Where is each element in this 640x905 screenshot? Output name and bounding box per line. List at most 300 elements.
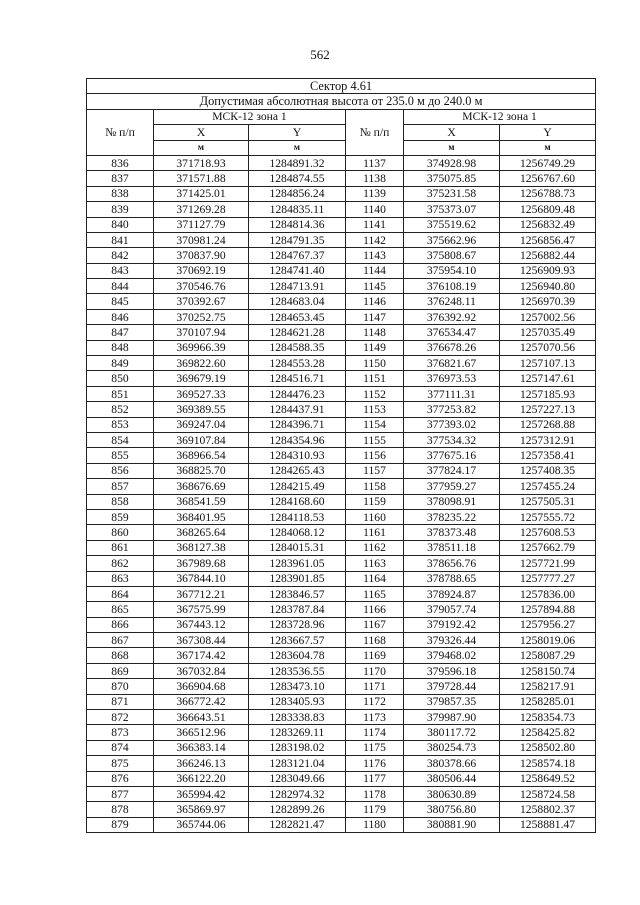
x-right: 379987.90 (404, 710, 500, 725)
point-number-right: 1169 (346, 648, 404, 663)
y-header-right: Y (500, 125, 596, 140)
x-right: 379468.02 (404, 648, 500, 663)
y-left: 1283049.66 (249, 771, 346, 786)
x-left: 367032.84 (154, 663, 249, 678)
point-number-left: 865 (87, 602, 154, 617)
y-right: 1257836.00 (500, 586, 596, 601)
y-right: 1256970.39 (500, 294, 596, 309)
point-number-right: 1148 (346, 325, 404, 340)
table-row (87, 602, 596, 617)
x-right: 375075.85 (404, 171, 500, 186)
x-right: 375373.07 (404, 202, 500, 217)
y-left: 1283787.84 (249, 602, 346, 617)
y-left: 1282821.47 (249, 817, 346, 832)
y-left: 1282974.32 (249, 786, 346, 801)
x-left: 369107.84 (154, 432, 249, 447)
point-number-right: 1177 (346, 771, 404, 786)
table-row (87, 386, 596, 401)
point-number-left: 861 (87, 540, 154, 555)
y-left: 1284118.53 (249, 509, 346, 524)
y-left: 1284741.40 (249, 263, 346, 278)
point-number-left: 839 (87, 202, 154, 217)
point-number-left: 846 (87, 309, 154, 324)
point-number-left: 877 (87, 786, 154, 801)
x-right: 376248.11 (404, 294, 500, 309)
point-number-left: 872 (87, 710, 154, 725)
y-left: 1284168.60 (249, 494, 346, 509)
x-left: 368541.59 (154, 494, 249, 509)
x-right: 378511.18 (404, 540, 500, 555)
x-right: 379596.18 (404, 663, 500, 678)
y-right: 1257555.72 (500, 509, 596, 524)
point-number-right: 1176 (346, 756, 404, 771)
y-left: 1284516.71 (249, 371, 346, 386)
x-right: 378924.87 (404, 586, 500, 601)
y-right: 1257408.35 (500, 463, 596, 478)
point-number-right: 1159 (346, 494, 404, 509)
x-left: 370546.76 (154, 279, 249, 294)
point-number-right: 1142 (346, 232, 404, 247)
y-left: 1283473.10 (249, 679, 346, 694)
x-left: 371571.88 (154, 171, 249, 186)
x-right: 379857.35 (404, 694, 500, 709)
table-row (87, 232, 596, 247)
x-right: 376678.26 (404, 340, 500, 355)
y-right: 1257312.91 (500, 432, 596, 447)
y-right: 1256809.48 (500, 202, 596, 217)
table-row (87, 786, 596, 801)
y-left: 1283338.83 (249, 710, 346, 725)
y-right: 1256909.93 (500, 263, 596, 278)
table-row (87, 817, 596, 832)
point-number-left: 873 (87, 725, 154, 740)
y-right: 1258019.06 (500, 633, 596, 648)
table-row (87, 494, 596, 509)
x-left: 366246.13 (154, 756, 249, 771)
y-left: 1284553.28 (249, 356, 346, 371)
point-number-left: 878 (87, 802, 154, 817)
table-row (87, 263, 596, 278)
y-right: 1257227.13 (500, 402, 596, 417)
point-number-right: 1179 (346, 802, 404, 817)
x-left: 371718.93 (154, 155, 249, 170)
table-row (87, 432, 596, 447)
point-number-left: 852 (87, 402, 154, 417)
point-number-right: 1175 (346, 740, 404, 755)
point-number-right: 1180 (346, 817, 404, 832)
table-row (87, 294, 596, 309)
y-left: 1284437.91 (249, 402, 346, 417)
table-row (87, 648, 596, 663)
point-number-right: 1157 (346, 463, 404, 478)
x-right: 376821.67 (404, 356, 500, 371)
y-left: 1284265.43 (249, 463, 346, 478)
point-number-right: 1145 (346, 279, 404, 294)
y-right: 1258285.01 (500, 694, 596, 709)
x-right: 377959.27 (404, 479, 500, 494)
x-left: 368825.70 (154, 463, 249, 478)
x-left: 367443.12 (154, 617, 249, 632)
x-right: 376108.19 (404, 279, 500, 294)
x-right: 380506.44 (404, 771, 500, 786)
x-right: 375954.10 (404, 263, 500, 278)
table-row (87, 402, 596, 417)
y-left: 1284683.04 (249, 294, 346, 309)
point-number-left: 863 (87, 571, 154, 586)
y-left: 1283901.85 (249, 571, 346, 586)
x-left: 369822.60 (154, 356, 249, 371)
point-number-right: 1170 (346, 663, 404, 678)
table-row (87, 540, 596, 555)
y-left: 1284891.32 (249, 155, 346, 170)
point-number-left: 871 (87, 694, 154, 709)
table-row (87, 479, 596, 494)
point-number-left: 858 (87, 494, 154, 509)
point-number-right: 1178 (346, 786, 404, 801)
y-right: 1257358.41 (500, 448, 596, 463)
x-left: 368966.54 (154, 448, 249, 463)
point-number-left: 837 (87, 171, 154, 186)
y-right: 1258354.73 (500, 710, 596, 725)
point-number-right: 1140 (346, 202, 404, 217)
table-row (87, 617, 596, 632)
table-row (87, 217, 596, 232)
x-right: 376534.47 (404, 325, 500, 340)
x-right: 378788.65 (404, 571, 500, 586)
point-number-right: 1139 (346, 186, 404, 201)
page-number: 562 (310, 47, 330, 62)
y-left: 1284621.28 (249, 325, 346, 340)
y-left: 1284814.36 (249, 217, 346, 232)
point-number-left: 860 (87, 525, 154, 540)
point-number-right: 1158 (346, 479, 404, 494)
y-left: 1284310.93 (249, 448, 346, 463)
point-number-right: 1171 (346, 679, 404, 694)
x-right: 378373.48 (404, 525, 500, 540)
y-right: 1258425.82 (500, 725, 596, 740)
x-right: 377534.32 (404, 432, 500, 447)
point-number-left: 864 (87, 586, 154, 601)
point-number-left: 847 (87, 325, 154, 340)
y-left: 1284396.71 (249, 417, 346, 432)
point-number-left: 879 (87, 817, 154, 832)
x-left: 368676.69 (154, 479, 249, 494)
point-number-left: 870 (87, 679, 154, 694)
x-header-left: X (154, 125, 249, 140)
y-right: 1256788.73 (500, 186, 596, 201)
y-left: 1283728.96 (249, 617, 346, 632)
x-right: 378656.76 (404, 556, 500, 571)
point-number-right: 1137 (346, 155, 404, 170)
x-left: 365744.06 (154, 817, 249, 832)
unit-x-left: м (154, 140, 249, 155)
table-row (87, 248, 596, 263)
point-number-left: 854 (87, 432, 154, 447)
y-right: 1256856.47 (500, 232, 596, 247)
y-right: 1256749.29 (500, 155, 596, 170)
table-row (87, 802, 596, 817)
x-left: 367844.10 (154, 571, 249, 586)
table-row (87, 663, 596, 678)
y-left: 1283121.04 (249, 756, 346, 771)
point-number-left: 849 (87, 356, 154, 371)
y-left: 1282899.26 (249, 802, 346, 817)
point-number-right: 1152 (346, 386, 404, 401)
x-right: 380378.66 (404, 756, 500, 771)
point-number-left: 851 (87, 386, 154, 401)
x-left: 365994.42 (154, 786, 249, 801)
y-left: 1283604.78 (249, 648, 346, 663)
table-row (87, 771, 596, 786)
x-right: 377111.31 (404, 386, 500, 401)
x-left: 367174.42 (154, 648, 249, 663)
system-header-right: МСК-12 зона 1 (404, 109, 596, 124)
x-right: 379192.42 (404, 617, 500, 632)
x-left: 370252.75 (154, 309, 249, 324)
x-right: 375662.96 (404, 232, 500, 247)
point-number-left: 866 (87, 617, 154, 632)
x-left: 370692.19 (154, 263, 249, 278)
point-number-right: 1168 (346, 633, 404, 648)
y-right: 1258574.18 (500, 756, 596, 771)
point-number-left: 875 (87, 756, 154, 771)
point-number-right: 1146 (346, 294, 404, 309)
point-number-right: 1155 (346, 432, 404, 447)
y-right: 1256767.60 (500, 171, 596, 186)
x-right: 374928.98 (404, 155, 500, 170)
x-right: 380630.89 (404, 786, 500, 801)
point-number-right: 1163 (346, 556, 404, 571)
x-left: 370392.67 (154, 294, 249, 309)
y-right: 1257002.56 (500, 309, 596, 324)
y-left: 1283269.11 (249, 725, 346, 740)
system-header-left: МСК-12 зона 1 (154, 109, 346, 124)
y-left: 1284354.96 (249, 432, 346, 447)
x-right: 380881.90 (404, 817, 500, 832)
y-left: 1283536.55 (249, 663, 346, 678)
x-left: 369389.55 (154, 402, 249, 417)
point-number-right: 1167 (346, 617, 404, 632)
x-right: 378235.22 (404, 509, 500, 524)
x-left: 370837.90 (154, 248, 249, 263)
point-number-left: 862 (87, 556, 154, 571)
y-right: 1258217.91 (500, 679, 596, 694)
height-title: Допустимая абсолютная высота от 235.0 м до 240.0 м (87, 94, 596, 109)
point-number-left: 867 (87, 633, 154, 648)
y-left: 1284767.37 (249, 248, 346, 263)
x-right: 379326.44 (404, 633, 500, 648)
table-row (87, 356, 596, 371)
x-right: 379057.74 (404, 602, 500, 617)
table-row (87, 309, 596, 324)
x-right: 376392.92 (404, 309, 500, 324)
x-right: 375231.58 (404, 186, 500, 201)
y-left: 1284015.31 (249, 540, 346, 555)
y-right: 1257721.99 (500, 556, 596, 571)
x-left: 366904.68 (154, 679, 249, 694)
table-row (87, 710, 596, 725)
x-left: 371425.01 (154, 186, 249, 201)
table-row (87, 571, 596, 586)
point-number-left: 842 (87, 248, 154, 263)
x-left: 367712.21 (154, 586, 249, 601)
y-right: 1257777.27 (500, 571, 596, 586)
x-right: 377393.02 (404, 417, 500, 432)
point-number-right: 1144 (346, 263, 404, 278)
point-number-right: 1164 (346, 571, 404, 586)
y-left: 1284791.35 (249, 232, 346, 247)
point-number-left: 843 (87, 263, 154, 278)
point-number-right: 1143 (346, 248, 404, 263)
point-number-left: 850 (87, 371, 154, 386)
table-body (87, 155, 596, 832)
table-row (87, 633, 596, 648)
x-right: 376973.53 (404, 371, 500, 386)
x-right: 377675.16 (404, 448, 500, 463)
table-row (87, 756, 596, 771)
y-left: 1283667.57 (249, 633, 346, 648)
y-left: 1284653.45 (249, 309, 346, 324)
x-left: 369247.04 (154, 417, 249, 432)
x-left: 370981.24 (154, 232, 249, 247)
point-number-right: 1173 (346, 710, 404, 725)
x-left: 367989.68 (154, 556, 249, 571)
point-number-left: 838 (87, 186, 154, 201)
x-left: 370107.94 (154, 325, 249, 340)
x-header-right: X (404, 125, 500, 140)
y-right: 1257107.13 (500, 356, 596, 371)
y-left: 1284835.11 (249, 202, 346, 217)
y-left: 1284856.24 (249, 186, 346, 201)
y-left: 1283846.57 (249, 586, 346, 601)
y-right: 1257662.79 (500, 540, 596, 555)
point-number-right: 1174 (346, 725, 404, 740)
coordinates-table (86, 78, 596, 833)
x-right: 380117.72 (404, 725, 500, 740)
num-header-left: № п/п (87, 109, 154, 155)
sector-title: Сектор 4.61 (87, 79, 596, 94)
point-number-left: 857 (87, 479, 154, 494)
point-number-right: 1138 (346, 171, 404, 186)
x-right: 379728.44 (404, 679, 500, 694)
point-number-right: 1162 (346, 540, 404, 555)
y-right: 1257268.88 (500, 417, 596, 432)
point-number-left: 845 (87, 294, 154, 309)
table-row (87, 417, 596, 432)
point-number-right: 1166 (346, 602, 404, 617)
point-number-left: 868 (87, 648, 154, 663)
point-number-right: 1161 (346, 525, 404, 540)
point-number-left: 848 (87, 340, 154, 355)
y-left: 1284713.91 (249, 279, 346, 294)
table-row (87, 679, 596, 694)
x-left: 369679.19 (154, 371, 249, 386)
y-left: 1284068.12 (249, 525, 346, 540)
point-number-left: 859 (87, 509, 154, 524)
table-row (87, 556, 596, 571)
table-row (87, 340, 596, 355)
x-left: 368127.38 (154, 540, 249, 555)
y-right: 1257608.53 (500, 525, 596, 540)
point-number-right: 1147 (346, 309, 404, 324)
x-left: 367575.99 (154, 602, 249, 617)
x-left: 368265.64 (154, 525, 249, 540)
table-row (87, 525, 596, 540)
point-number-right: 1154 (346, 417, 404, 432)
x-left: 371127.79 (154, 217, 249, 232)
x-right: 377253.82 (404, 402, 500, 417)
x-left: 369527.33 (154, 386, 249, 401)
x-right: 375519.62 (404, 217, 500, 232)
point-number-right: 1151 (346, 371, 404, 386)
y-right: 1257455.24 (500, 479, 596, 494)
x-left: 371269.28 (154, 202, 249, 217)
y-right: 1257035.49 (500, 325, 596, 340)
y-left: 1284588.35 (249, 340, 346, 355)
y-left: 1283961.05 (249, 556, 346, 571)
y-header-left: Y (249, 125, 346, 140)
y-right: 1258881.47 (500, 817, 596, 832)
table-row (87, 725, 596, 740)
point-number-left: 844 (87, 279, 154, 294)
y-right: 1257147.61 (500, 371, 596, 386)
y-right: 1258649.52 (500, 771, 596, 786)
point-number-right: 1149 (346, 340, 404, 355)
point-number-left: 840 (87, 217, 154, 232)
x-left: 365869.97 (154, 802, 249, 817)
y-left: 1284476.23 (249, 386, 346, 401)
x-right: 380254.73 (404, 740, 500, 755)
table-row (87, 740, 596, 755)
y-right: 1256940.80 (500, 279, 596, 294)
y-right: 1257505.31 (500, 494, 596, 509)
x-left: 367308.44 (154, 633, 249, 648)
point-number-right: 1153 (346, 402, 404, 417)
table-row (87, 202, 596, 217)
x-left: 369966.39 (154, 340, 249, 355)
point-number-right: 1160 (346, 509, 404, 524)
y-right: 1258087.29 (500, 648, 596, 663)
table-row (87, 463, 596, 478)
point-number-left: 836 (87, 155, 154, 170)
x-right: 378098.91 (404, 494, 500, 509)
x-left: 368401.95 (154, 509, 249, 524)
y-right: 1257185.93 (500, 386, 596, 401)
y-right: 1258502.80 (500, 740, 596, 755)
table-row (87, 509, 596, 524)
num-header-right: № п/п (346, 109, 404, 155)
y-left: 1284215.49 (249, 479, 346, 494)
x-left: 366512.96 (154, 725, 249, 740)
y-left: 1283405.93 (249, 694, 346, 709)
x-left: 366643.51 (154, 710, 249, 725)
x-right: 375808.67 (404, 248, 500, 263)
point-number-left: 853 (87, 417, 154, 432)
y-right: 1256882.44 (500, 248, 596, 263)
x-left: 366383.14 (154, 740, 249, 755)
y-right: 1258150.74 (500, 663, 596, 678)
point-number-left: 876 (87, 771, 154, 786)
point-number-left: 841 (87, 232, 154, 247)
y-right: 1257894.88 (500, 602, 596, 617)
table-row (87, 694, 596, 709)
point-number-left: 874 (87, 740, 154, 755)
y-right: 1258724.58 (500, 786, 596, 801)
point-number-left: 869 (87, 663, 154, 678)
point-number-right: 1156 (346, 448, 404, 463)
point-number-right: 1141 (346, 217, 404, 232)
x-left: 366772.42 (154, 694, 249, 709)
